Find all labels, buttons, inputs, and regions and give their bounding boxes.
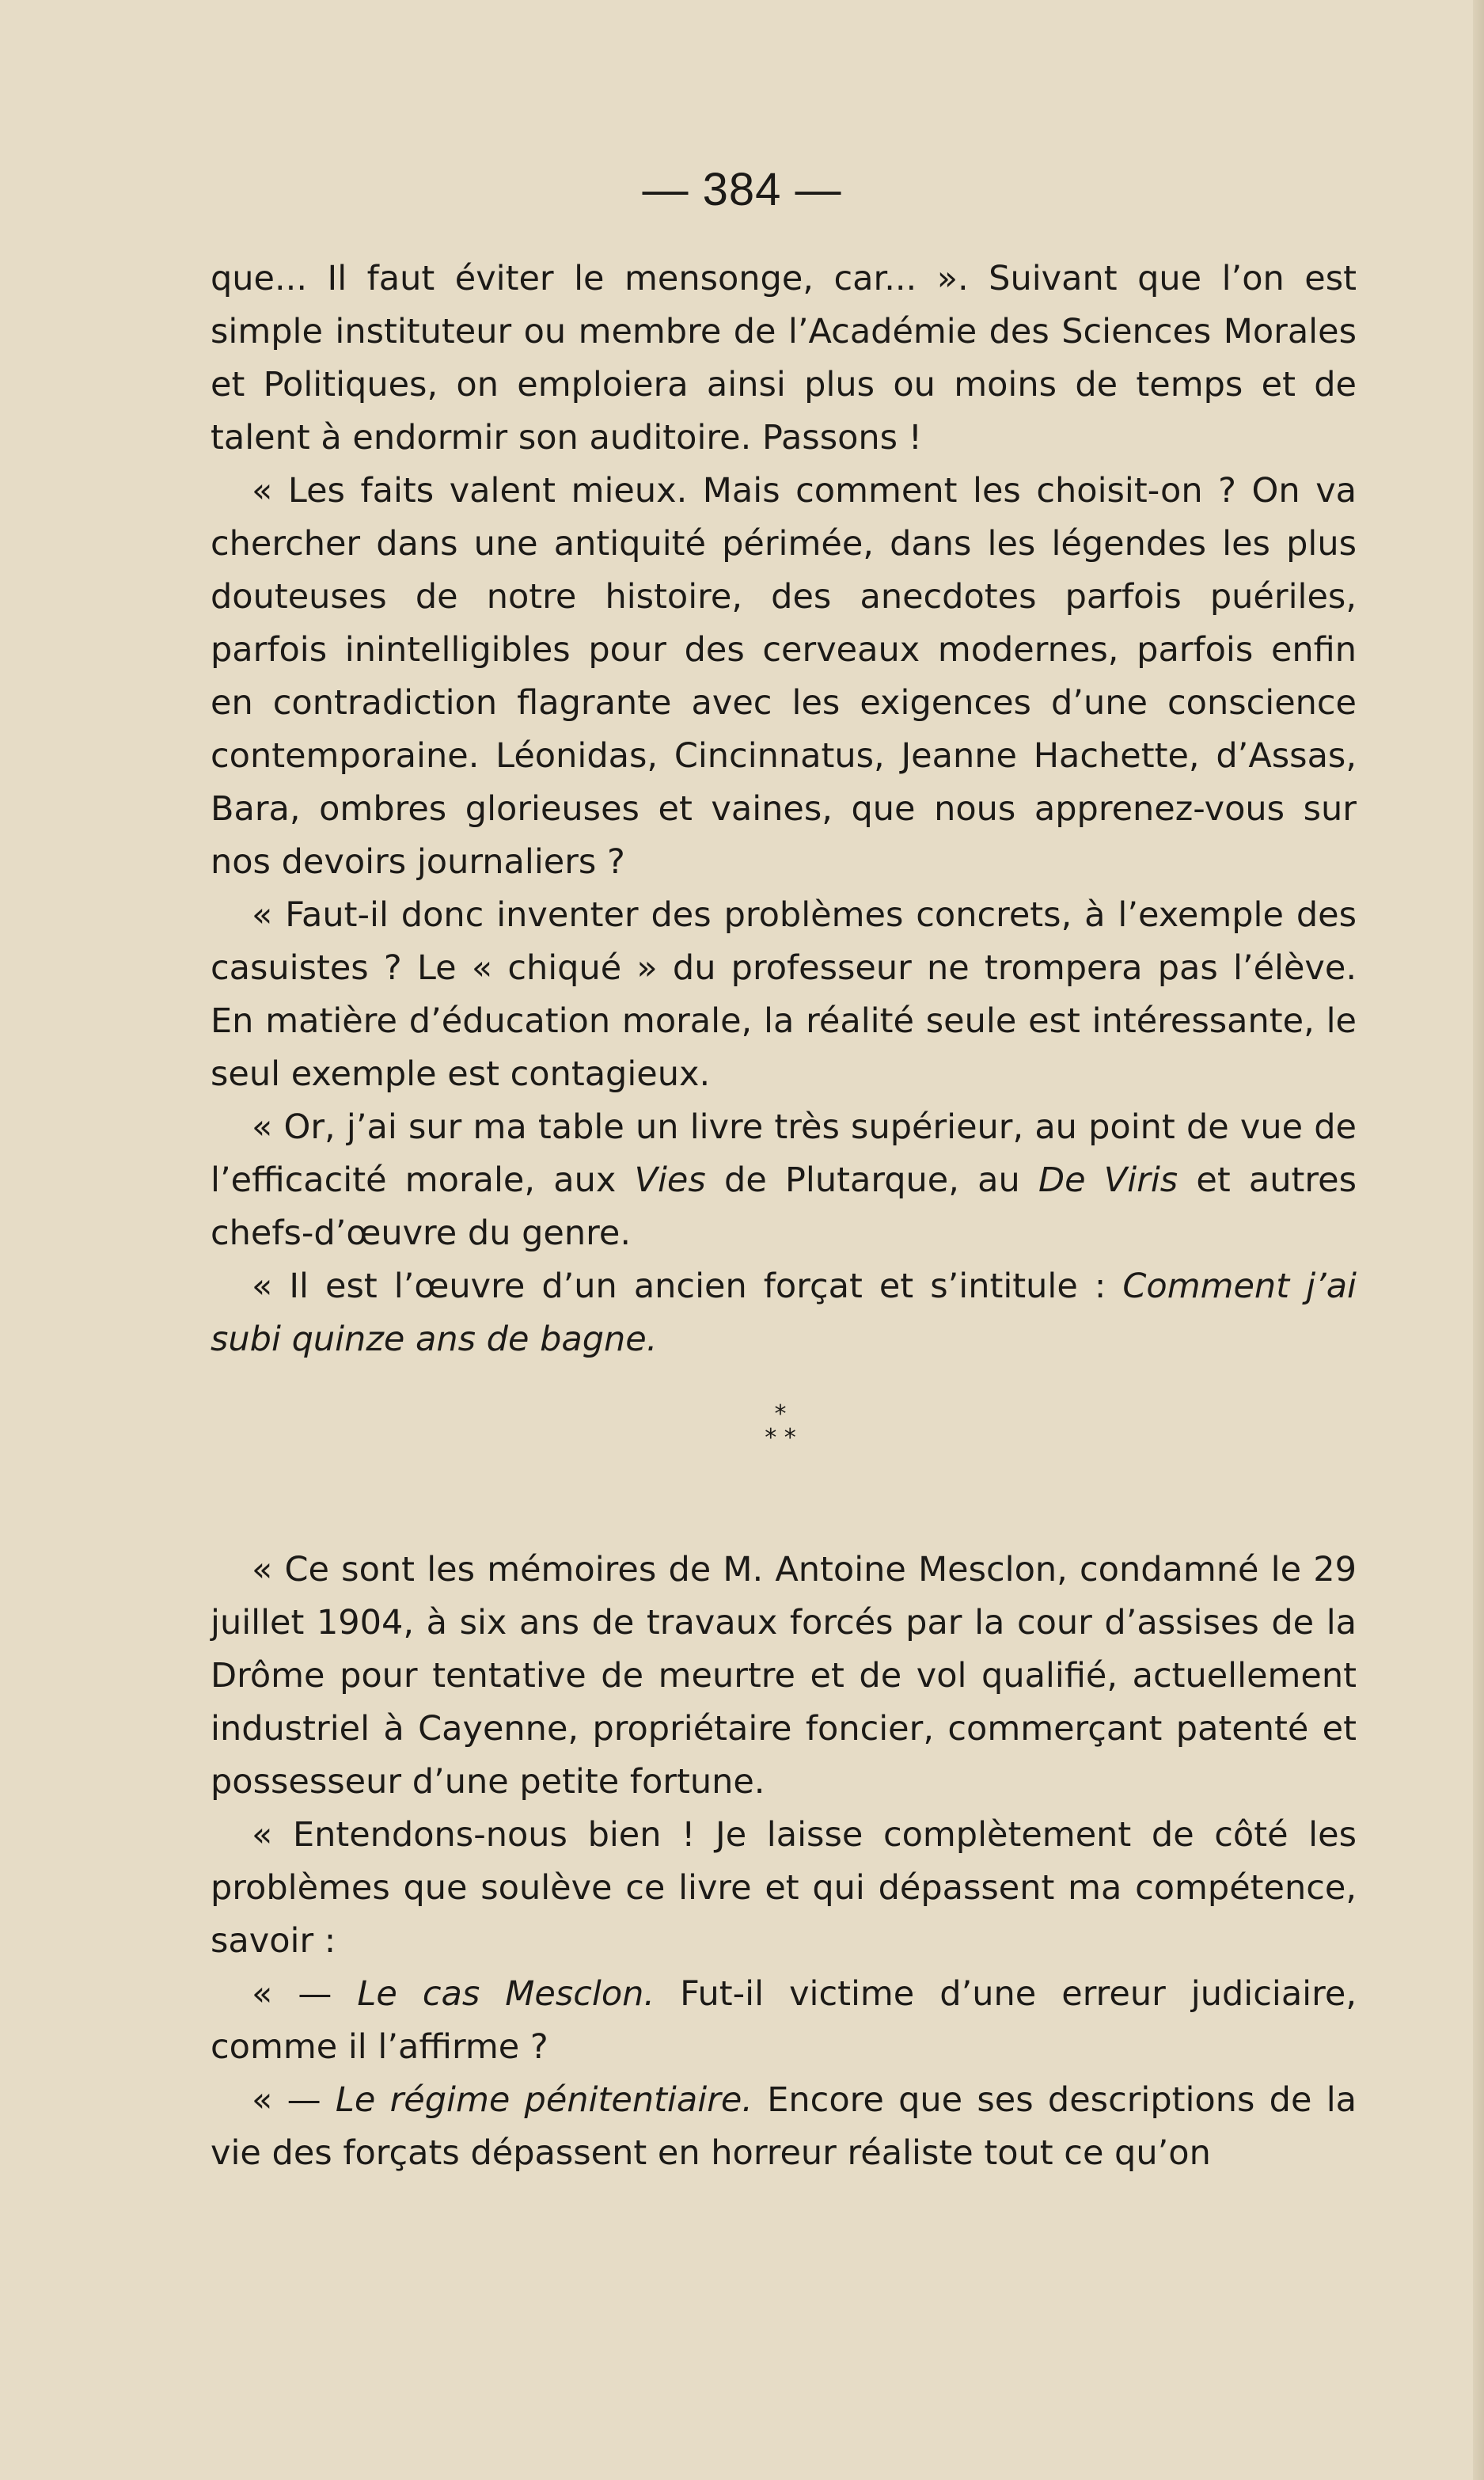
paragraph-5-text: « Il est l’œuvre d’un ancien forçat et s’intitule : [252,1267,1123,1306]
case-mesclon-italic: Le cas Mesclon. [357,1974,655,2014]
paragraph-4-text-start: « Or, j’ai sur ma table un livre très supérieur, au point de vue de l’efficacité morale, aux [211,1107,1357,1200]
paragraph-4-text-middle: de Plutarque, au [705,1160,1038,1200]
paragraph-4-italic-vies: Vies [634,1160,706,1200]
asterism-mark: * * * [765,1400,796,1452]
paragraph-4-italic-de-viris: De Viris [1038,1160,1178,1200]
paragraph-2: « Les faits valent mieux. Mais comment les choisit-on ? On va chercher dans une antiquité périmée, dans les légendes les plus douteuses de notre histoire, des anecdotes parfois puériles, parfois inintelligibles pour des cerveaux modernes, parfois enfin en contradiction flagrante avec les exigences d’une conscience contemporaine. Léonidas, Cincinnatus, Jeanne Hachette, d’Assas, Bara, ombres glorieuses et vaines, que nous apprenez-vous sur nos devoirs journaliers ? [211,471,1357,882]
page-edge [1473,0,1484,2480]
paragraph-6: « Ce sont les mémoires de M. Antoine Mesclon, condamné le 29 juillet 1904, à six ans de travaux forcés par la cour d’assises de la Drôme pour tentative de meurtre et de vol qualifié, actuellement industriel à Cayenne, propriétaire foncier, commerçant patenté et possesseur d’une petite fortune. [211,1550,1357,1802]
paragraph-3: « Faut-il donc inventer des problèmes concrets, à l’exemple des casuistes ? Le « chiqué » du professeur ne trompera pas l’élève. En matière d’éducation morale, la réalité seule est intéressante, le seul exemple est contagieux. [211,895,1357,1094]
penitentiary-regime-italic: Le régime pénitentiaire. [335,2080,753,2120]
book-title-italic: Comment j’ai subi quinze ans de bagne. [211,1267,1357,1359]
section-break [211,1366,1357,1544]
paragraph-4 [211,1101,1357,1260]
paragraph-4-text-end: et autres chefs-d’œuvre du genre. [211,1160,1357,1253]
paragraph-9 [211,2074,1357,2180]
page-number: — 384 — [642,164,842,215]
paragraph-8-prefix: « — [252,1974,358,2014]
paragraph-9-prefix: « — [252,2080,336,2120]
paragraph-9-text: Encore que ses descriptions de la vie des forçats dépassent en horreur réaliste tout ce qu’on [211,2080,1357,2173]
paragraph-5 [211,1260,1357,1366]
paragraph-1: que... Il faut éviter le mensonge, car... ». Suivant que l’on est simple instituteur ou membre de l’Académie des Sciences Morales et Politiques, on emploiera ainsi plus ou moins de temps et de talent à endormir son auditoire. Passons ! [211,259,1357,458]
body-text [211,253,1357,2180]
paragraph-7: « Entendons-nous bien ! Je laisse complètement de côté les problèmes que soulève ce livre et qui dépassent ma compétence, savoir : [211,1815,1357,1961]
paragraph-8 [211,1968,1357,2074]
paragraph-8-text: Fut-il victime d’une erreur judiciaire, comme il l’affirme ? [211,1974,1357,2067]
